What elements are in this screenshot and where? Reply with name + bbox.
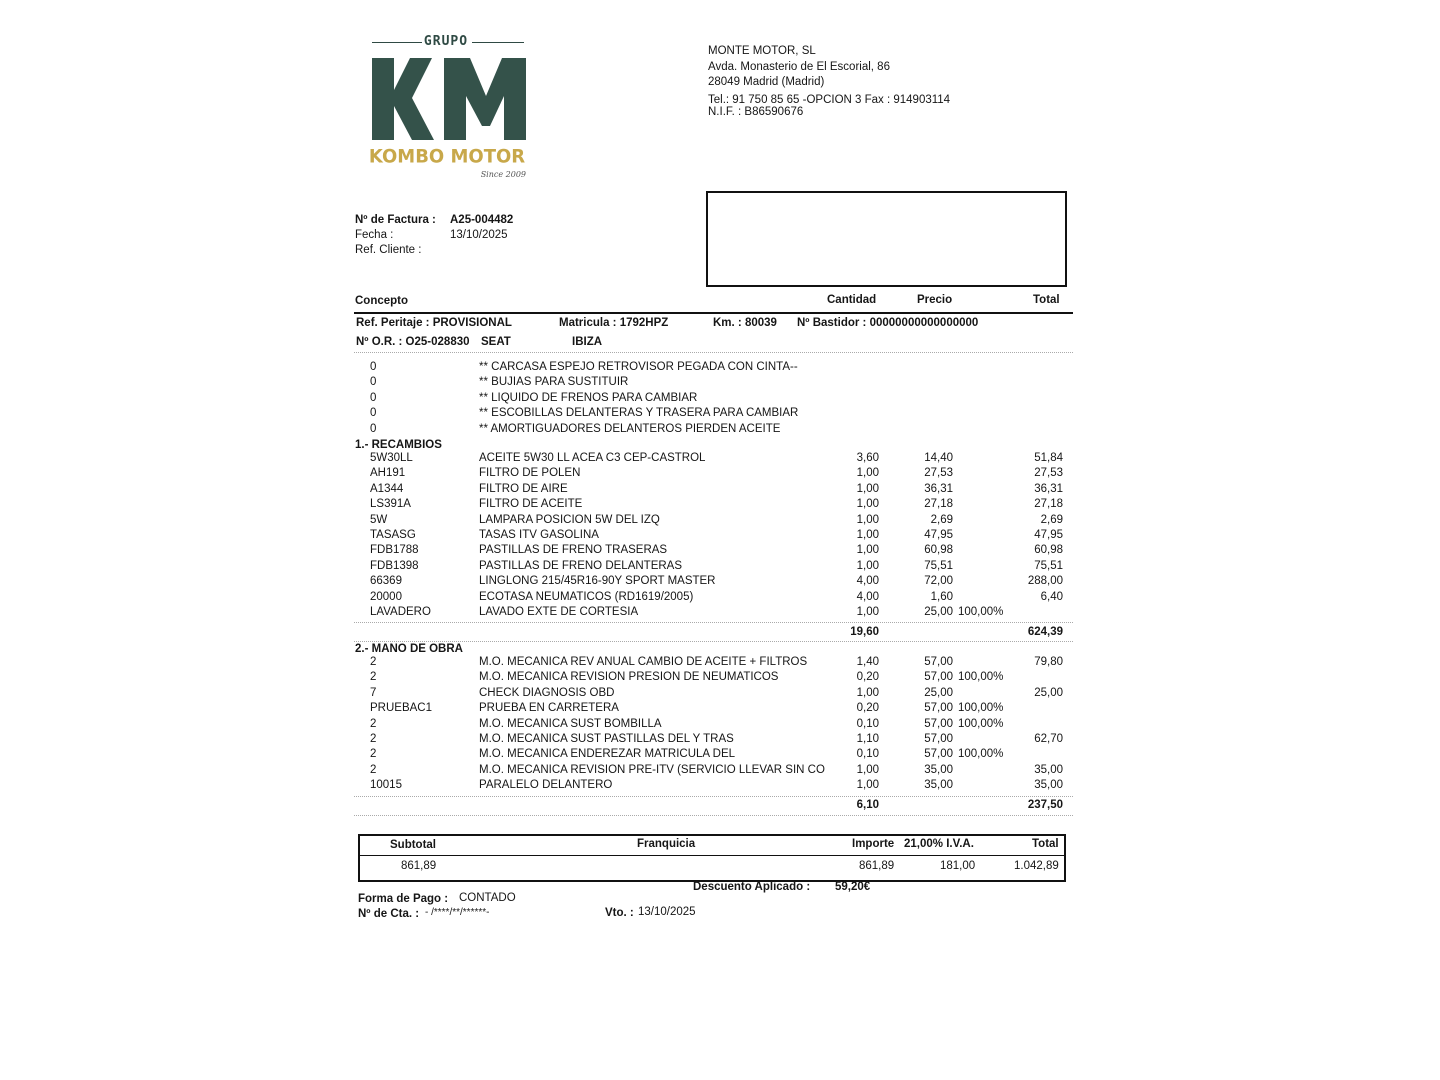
section-subtotal-qty: 6,10 (856, 799, 879, 811)
item-quantity: 1,00 (856, 763, 879, 776)
item-price: 27,18 (924, 498, 953, 511)
item-code: PRUEBAC1 (370, 702, 432, 715)
item-price: 72,00 (924, 575, 953, 588)
item-code: 7 (370, 686, 377, 699)
item-description: LINGLONG 215/45R16-90Y SPORT MASTER (479, 575, 716, 588)
note-text: ** ESCOBILLAS DELANTERAS Y TRASERA PARA CAMBIAR (479, 407, 799, 420)
item-total: 27,53 (1034, 467, 1063, 480)
labor-section-title: 2.- MANO DE OBRA (355, 643, 463, 655)
table-row (0, 656, 1440, 671)
item-code: FDB1788 (370, 544, 419, 557)
totals-divider (360, 855, 1064, 856)
item-total: 2,69 (1040, 513, 1063, 526)
item-price: 35,00 (924, 779, 953, 792)
item-total: 27,18 (1034, 498, 1063, 511)
item-description: LAVADO EXTE DE CORTESIA (479, 606, 639, 618)
company-phone: Tel.: 91 750 85 65 -OPCION 3 Fax : 914903114 (708, 93, 951, 106)
item-quantity: 0,10 (856, 717, 879, 730)
table-row (0, 467, 1440, 482)
item-description: M.O. MECANICA SUST PASTILLAS DEL Y TRAS (479, 733, 734, 745)
table-row (0, 687, 1440, 702)
note-row (0, 392, 1440, 407)
item-quantity: 1,00 (856, 559, 879, 572)
item-code: 20000 (370, 590, 402, 603)
item-description: M.O. MECANICA SUST BOMBILLA (479, 717, 662, 730)
item-price: 57,00 (924, 656, 953, 668)
labor-divider (354, 796, 1073, 797)
logo-top-text: GRUPO (423, 34, 469, 49)
table-row (0, 764, 1440, 779)
item-price: 57,00 (924, 748, 953, 761)
table-row (0, 514, 1440, 529)
item-discount: 100,00% (958, 671, 1004, 684)
item-description: M.O. MECANICA REV ANUAL CAMBIO DE ACEITE + FILTROS (479, 656, 808, 668)
table-row (0, 671, 1440, 686)
total-label: Total (1032, 838, 1059, 850)
amount-value: 861,89 (859, 860, 895, 872)
invoice-date: 13/10/2025 (450, 229, 508, 241)
item-description: FILTRO DE ACEITE (479, 498, 583, 511)
company-city: 28049 Madrid (Madrid) (708, 76, 825, 88)
grand-total-value: 1.042,89 (1014, 860, 1059, 872)
item-quantity: 1,40 (856, 656, 879, 668)
company-logo (368, 30, 528, 182)
table-row (0, 575, 1440, 590)
item-price: 1,60 (930, 590, 953, 603)
item-quantity: 1,00 (856, 779, 879, 792)
vehicle-km: Km. : 80039 (713, 317, 777, 329)
company-name: MONTE MOTOR, SL (708, 45, 816, 57)
item-price: 25,00 (924, 606, 953, 618)
parts-section-title: 1.- RECAMBIOS (355, 439, 442, 451)
discount-value: 59,20€ (835, 881, 871, 893)
vat-label: 21,00% I.V.A. (904, 838, 974, 850)
repair-order: Nº O.R. : O25-028830 (356, 336, 470, 348)
item-total: 47,95 (1034, 529, 1063, 541)
note-row (0, 376, 1440, 391)
note-code: 0 (370, 422, 377, 435)
item-description: PASTILLAS DE FRENO TRASERAS (479, 544, 668, 557)
invoice-number-label: Nº de Factura : (355, 214, 436, 226)
item-code: 5W (370, 513, 388, 526)
item-quantity: 1,00 (856, 544, 879, 557)
item-total: 60,98 (1034, 544, 1063, 557)
item-code: A1344 (370, 482, 404, 495)
labor-end-divider (354, 815, 1073, 816)
note-text: ** CARCASA ESPEJO RETROVISOR PEGADA CON CINTA-- (479, 361, 798, 373)
item-code: 2 (370, 717, 377, 730)
item-quantity: 1,00 (856, 513, 879, 526)
item-quantity: 0,20 (856, 702, 879, 715)
table-row (0, 748, 1440, 763)
item-total: 79,80 (1034, 656, 1063, 668)
column-concept: Concepto (355, 295, 409, 307)
item-total: 288,00 (1027, 575, 1063, 588)
item-quantity: 1,00 (856, 467, 879, 480)
section-subtotal-qty: 19,60 (850, 626, 879, 638)
item-quantity: 4,00 (856, 575, 879, 588)
item-quantity: 0,10 (856, 748, 879, 761)
item-quantity: 1,10 (856, 733, 879, 745)
item-price: 47,95 (924, 529, 953, 541)
table-row (0, 606, 1440, 621)
item-total: 36,31 (1034, 482, 1063, 495)
item-discount: 100,00% (958, 717, 1004, 730)
header-divider (354, 312, 1073, 314)
note-code: 0 (370, 376, 377, 389)
vehicle-plate: Matricula : 1792HPZ (559, 317, 669, 329)
item-code: LS391A (370, 498, 411, 511)
table-row (0, 702, 1440, 717)
subtotal-label: Subtotal (390, 839, 436, 851)
item-quantity: 1,00 (856, 686, 879, 699)
item-description: M.O. MECANICA REVISION PRE-ITV (SERVICIO LLEVAR SIN CO (479, 763, 825, 776)
item-quantity: 3,60 (856, 452, 879, 464)
item-quantity: 4,00 (856, 590, 879, 603)
item-price: 57,00 (924, 671, 953, 684)
item-description: PARALELO DELANTERO (479, 779, 613, 792)
column-price: Precio (917, 294, 953, 306)
item-price: 57,00 (924, 702, 953, 715)
item-code: 2 (370, 733, 377, 745)
item-price: 60,98 (924, 544, 953, 557)
item-quantity: 1,00 (856, 529, 879, 541)
item-price: 2,69 (930, 513, 953, 526)
section-subtotal: 624,39 (1027, 626, 1063, 638)
item-description: CHECK DIAGNOSIS OBD (479, 686, 615, 699)
item-total: 51,84 (1034, 452, 1063, 464)
table-row (0, 498, 1440, 513)
note-row (0, 423, 1440, 438)
note-row (0, 407, 1440, 422)
item-description: ECOTASA NEUMATICOS (RD1619/2005) (479, 590, 694, 603)
invoice-date-label: Fecha : (355, 229, 394, 241)
franchise-label: Franquicia (637, 838, 696, 850)
table-row (0, 560, 1440, 575)
vehicle-make: SEAT (481, 336, 511, 348)
item-price: 35,00 (924, 763, 953, 776)
vehicle-divider (354, 352, 1073, 353)
table-row (0, 483, 1440, 498)
item-code: LAVADERO (370, 606, 431, 618)
subtotal-value: 861,89 (401, 860, 437, 872)
note-code: 0 (370, 361, 377, 373)
table-row (0, 544, 1440, 559)
item-code: 2 (370, 763, 377, 776)
item-price: 25,00 (924, 686, 953, 699)
table-row (0, 733, 1440, 748)
logo-since-text: Since 2009 (480, 170, 526, 179)
payment-method-label: Forma de Pago : (358, 893, 449, 905)
table-row (0, 591, 1440, 606)
item-description: TASAS ITV GASOLINA (479, 529, 599, 541)
table-row (0, 779, 1440, 794)
item-description: M.O. MECANICA REVISION PRESION DE NEUMATICOS (479, 671, 779, 684)
item-price: 27,53 (924, 467, 953, 480)
item-description: FILTRO DE AIRE (479, 482, 568, 495)
company-street: Avda. Monasterio de El Escorial, 86 (708, 60, 890, 73)
item-price: 14,40 (924, 452, 953, 464)
table-row (0, 452, 1440, 467)
payment-method: CONTADO (459, 892, 516, 904)
client-ref-label: Ref. Cliente : (355, 244, 422, 256)
logo-rule-right (472, 42, 524, 43)
due-label: Vto. : (605, 907, 634, 919)
item-code: 2 (370, 671, 377, 684)
item-code: 2 (370, 748, 377, 761)
client-address-box (706, 191, 1067, 287)
item-code: 2 (370, 656, 377, 668)
item-description: FILTRO DE POLEN (479, 467, 581, 480)
discount-label: Descuento Aplicado : (693, 881, 811, 893)
column-qty: Cantidad (827, 294, 877, 306)
item-description: PASTILLAS DE FRENO DELANTERAS (479, 559, 683, 572)
item-code: 5W30LL (370, 452, 413, 464)
logo-brand-text: KOMBO MOTOR (368, 145, 526, 168)
item-code: TASASG (370, 529, 416, 541)
item-code: FDB1398 (370, 559, 419, 572)
item-code: 10015 (370, 779, 402, 792)
note-text: ** LIQUIDO DE FRENOS PARA CAMBIAR (479, 391, 698, 404)
vehicle-model: IBIZA (572, 336, 603, 348)
parts-end-divider (354, 641, 1073, 642)
km-monogram-icon (370, 56, 526, 142)
section-subtotal: 237,50 (1027, 799, 1063, 811)
item-quantity: 1,00 (856, 606, 879, 618)
due-date: 13/10/2025 (638, 906, 696, 918)
vat-value: 181,00 (940, 860, 976, 872)
account-label: Nº de Cta. : (358, 908, 420, 920)
item-discount: 100,00% (958, 702, 1004, 715)
note-text: ** BUJIAS PARA SUSTITUIR (479, 376, 629, 389)
item-code: 66369 (370, 575, 402, 588)
peritaje-ref: Ref. Peritaje : PROVISIONAL (356, 317, 512, 329)
item-total: 75,51 (1034, 559, 1063, 572)
item-total: 6,40 (1040, 590, 1063, 603)
vehicle-chassis: Nº Bastidor : 00000000000000000 (797, 317, 979, 329)
invoice-number: A25-004482 (450, 214, 514, 226)
table-row (0, 529, 1440, 544)
item-price: 57,00 (924, 733, 953, 745)
table-row (0, 718, 1440, 733)
item-total: 62,70 (1034, 733, 1063, 745)
company-nif: N.I.F. : B86590676 (708, 106, 804, 118)
item-price: 75,51 (924, 559, 953, 572)
note-code: 0 (370, 407, 377, 420)
item-quantity: 0,20 (856, 671, 879, 684)
column-total: Total (1033, 294, 1060, 306)
parts-divider (354, 622, 1073, 623)
item-code: AH191 (370, 467, 406, 480)
amount-label: Importe (852, 838, 895, 850)
item-price: 57,00 (924, 717, 953, 730)
item-description: LAMPARA POSICION 5W DEL IZQ (479, 513, 660, 526)
item-price: 36,31 (924, 482, 953, 495)
item-discount: 100,00% (958, 606, 1004, 618)
note-row (0, 361, 1440, 376)
note-code: 0 (370, 391, 377, 404)
item-quantity: 1,00 (856, 482, 879, 495)
account-number: - /****/**/******- (425, 907, 490, 918)
item-discount: 100,00% (958, 748, 1004, 761)
note-text: ** AMORTIGUADORES DELANTEROS PIERDEN ACEITE (479, 422, 781, 435)
item-total: 25,00 (1034, 686, 1063, 699)
item-description: PRUEBA EN CARRETERA (479, 702, 619, 715)
item-total: 35,00 (1034, 763, 1063, 776)
item-quantity: 1,00 (856, 498, 879, 511)
item-description: M.O. MECANICA ENDEREZAR MATRICULA DEL (479, 748, 736, 761)
item-description: ACEITE 5W30 LL ACEA C3 CEP-CASTROL (479, 452, 706, 464)
company-address (708, 44, 950, 121)
item-total: 35,00 (1034, 779, 1063, 792)
